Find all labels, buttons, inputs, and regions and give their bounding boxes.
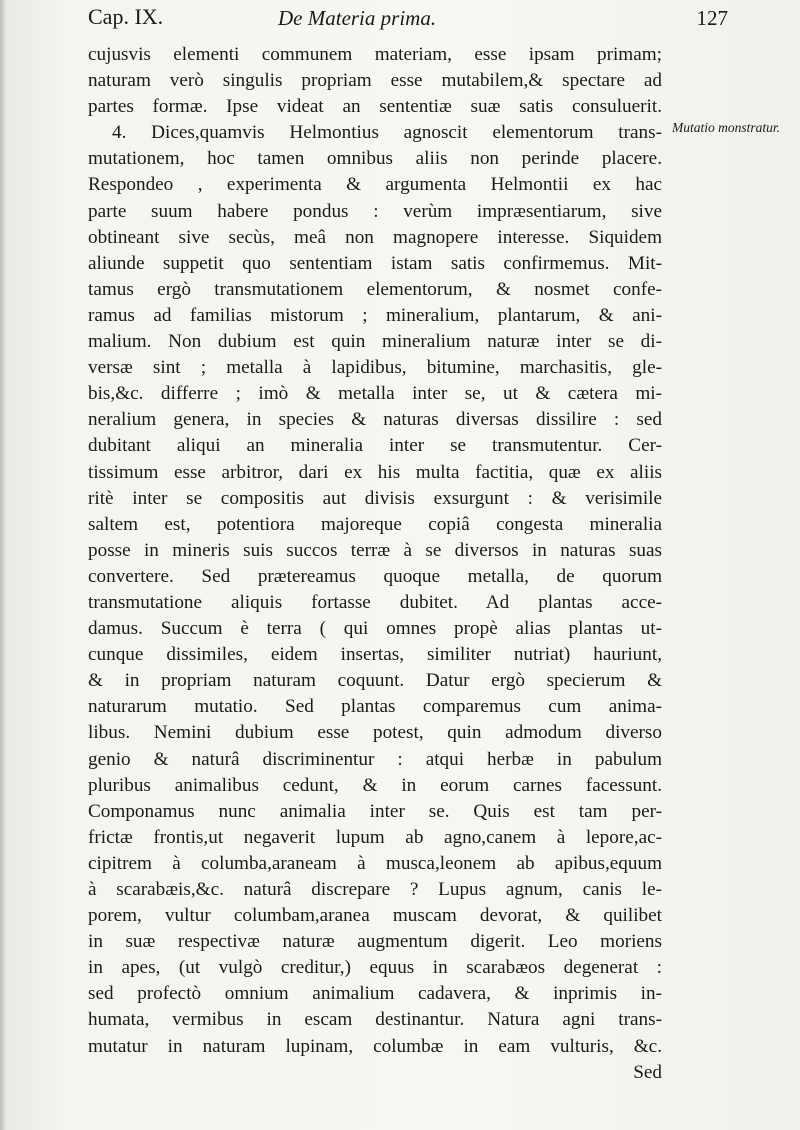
text-line: in suæ respectivæ naturæ augmentum digerit. Leo moriens bbox=[88, 931, 662, 953]
text-line: aliunde suppetit quo sententiam istam satis confirmemus. Mit- bbox=[88, 252, 662, 274]
text-line: bis,&c. differre ; imò & metalla inter se, ut & cætera mi- bbox=[88, 383, 662, 405]
text-line: naturam verò singulis propriam esse mutabilem,& spectare ad bbox=[88, 70, 662, 92]
text-line: ritè inter se compositis aut divisis exsurgunt : & verisimile bbox=[88, 487, 662, 509]
text-line: in apes, (ut vulgò creditur,) equus in scarabæos degenerat : bbox=[88, 957, 662, 979]
text-line: mutationem, hoc tamen omnibus aliis non perinde placere. bbox=[88, 148, 662, 170]
text-line: ramus ad familias mistorum ; mineralium, plantarum, & ani- bbox=[88, 304, 662, 326]
text-line: tissimum esse arbitror, dari ex his multa factitia, quæ ex aliis bbox=[88, 461, 662, 483]
text-line: Respondeo , experimenta & argumenta Helmontii ex hac bbox=[88, 174, 662, 196]
text-line: frictæ frontis,ut negaverit lupum ab agno,canem à lepore,ac- bbox=[88, 826, 662, 848]
running-chapter: Cap. IX. bbox=[88, 4, 164, 29]
text-line: saltem est, potentiora majoreque copiâ congesta mineralia bbox=[88, 513, 662, 535]
text-line: obtineant sive secùs, meâ non magnopere interesse. Siquidem bbox=[88, 226, 662, 248]
text-line: à scarabæis,&c. naturâ discrepare ? Lupus agnum, canis le- bbox=[88, 879, 662, 900]
text-line: partes formæ. Ipse videat an sententiæ suæ satis consuluerit. bbox=[88, 96, 662, 118]
text-line: damus. Succum è terra ( qui omnes propè alias plantas ut- bbox=[88, 618, 662, 640]
running-title: De Materia prima. bbox=[278, 6, 437, 30]
text-line: cipitrem à columba,araneam à musca,leonem ab apibus,equum bbox=[88, 852, 662, 874]
text-line: posse in mineris suis succos terræ à se diversos in naturas suas bbox=[88, 539, 662, 561]
text-line: humata, vermibus in escam destinantur. Natura agni trans- bbox=[88, 1009, 662, 1031]
text-line: 4. Dices,quamvis Helmontius agnoscit elementorum trans- bbox=[112, 122, 662, 144]
text-line: dubitant aliqui an mineralia inter se transmutentur. Cer- bbox=[88, 435, 662, 457]
text-line: transmutatione aliquis fortasse dubitet. Ad plantas acce- bbox=[88, 591, 662, 613]
page-number: 127 bbox=[696, 6, 728, 30]
catchword: Sed bbox=[633, 1061, 662, 1083]
text-line: neralium genera, in species & naturas diversas dissilire : sed bbox=[88, 409, 662, 431]
marginal-note: Mutatio monstratur. bbox=[672, 120, 781, 135]
text-line: & in propriam naturam coquunt. Datur ergò specierum & bbox=[88, 670, 662, 692]
text-line: cunque dissimiles, eidem insertas, similiter nutriat) hauriunt, bbox=[88, 644, 662, 666]
text-line: genio & naturâ discriminentur : atqui herbæ in pabulum bbox=[88, 748, 662, 770]
text-line: parte suum habere pondus : verùm impræsentiarum, sive bbox=[88, 200, 662, 222]
running-header bbox=[88, 4, 728, 44]
body-text bbox=[88, 42, 662, 1086]
page-edge-shadow bbox=[0, 0, 6, 1130]
text-line: sed profectò omnium animalium cadavera, & inprimis in- bbox=[88, 983, 662, 1005]
text-line: porem, vultur columbam,aranea muscam devorat, & quilibet bbox=[88, 905, 662, 927]
text-line: libus. Nemini dubium esse potest, quin admodum diverso bbox=[88, 722, 662, 744]
text-line: naturarum mutatio. Sed plantas comparemus cum anima- bbox=[88, 696, 662, 718]
text-line: versæ sint ; metalla à lapidibus, bitumine, marchasitis, gle- bbox=[88, 357, 662, 379]
text-line: cujusvis elementi communem materiam, esse ipsam primam; bbox=[88, 44, 662, 65]
text-line: convertere. Sed prætereamus quoque metalla, de quorum bbox=[88, 565, 662, 587]
text-line: tamus ergò transmutationem elementorum, & nosmet confe- bbox=[88, 278, 662, 300]
text-line: pluribus animalibus cedunt, & in eorum carnes facessunt. bbox=[88, 774, 662, 796]
text-line: Componamus nunc animalia inter se. Quis est tam per- bbox=[88, 800, 662, 822]
text-line: malium. Non dubium est quin mineralium naturæ inter se di- bbox=[88, 331, 662, 353]
text-line: mutatur in naturam lupinam, columbæ in eam vulturis, &c. bbox=[88, 1035, 662, 1057]
